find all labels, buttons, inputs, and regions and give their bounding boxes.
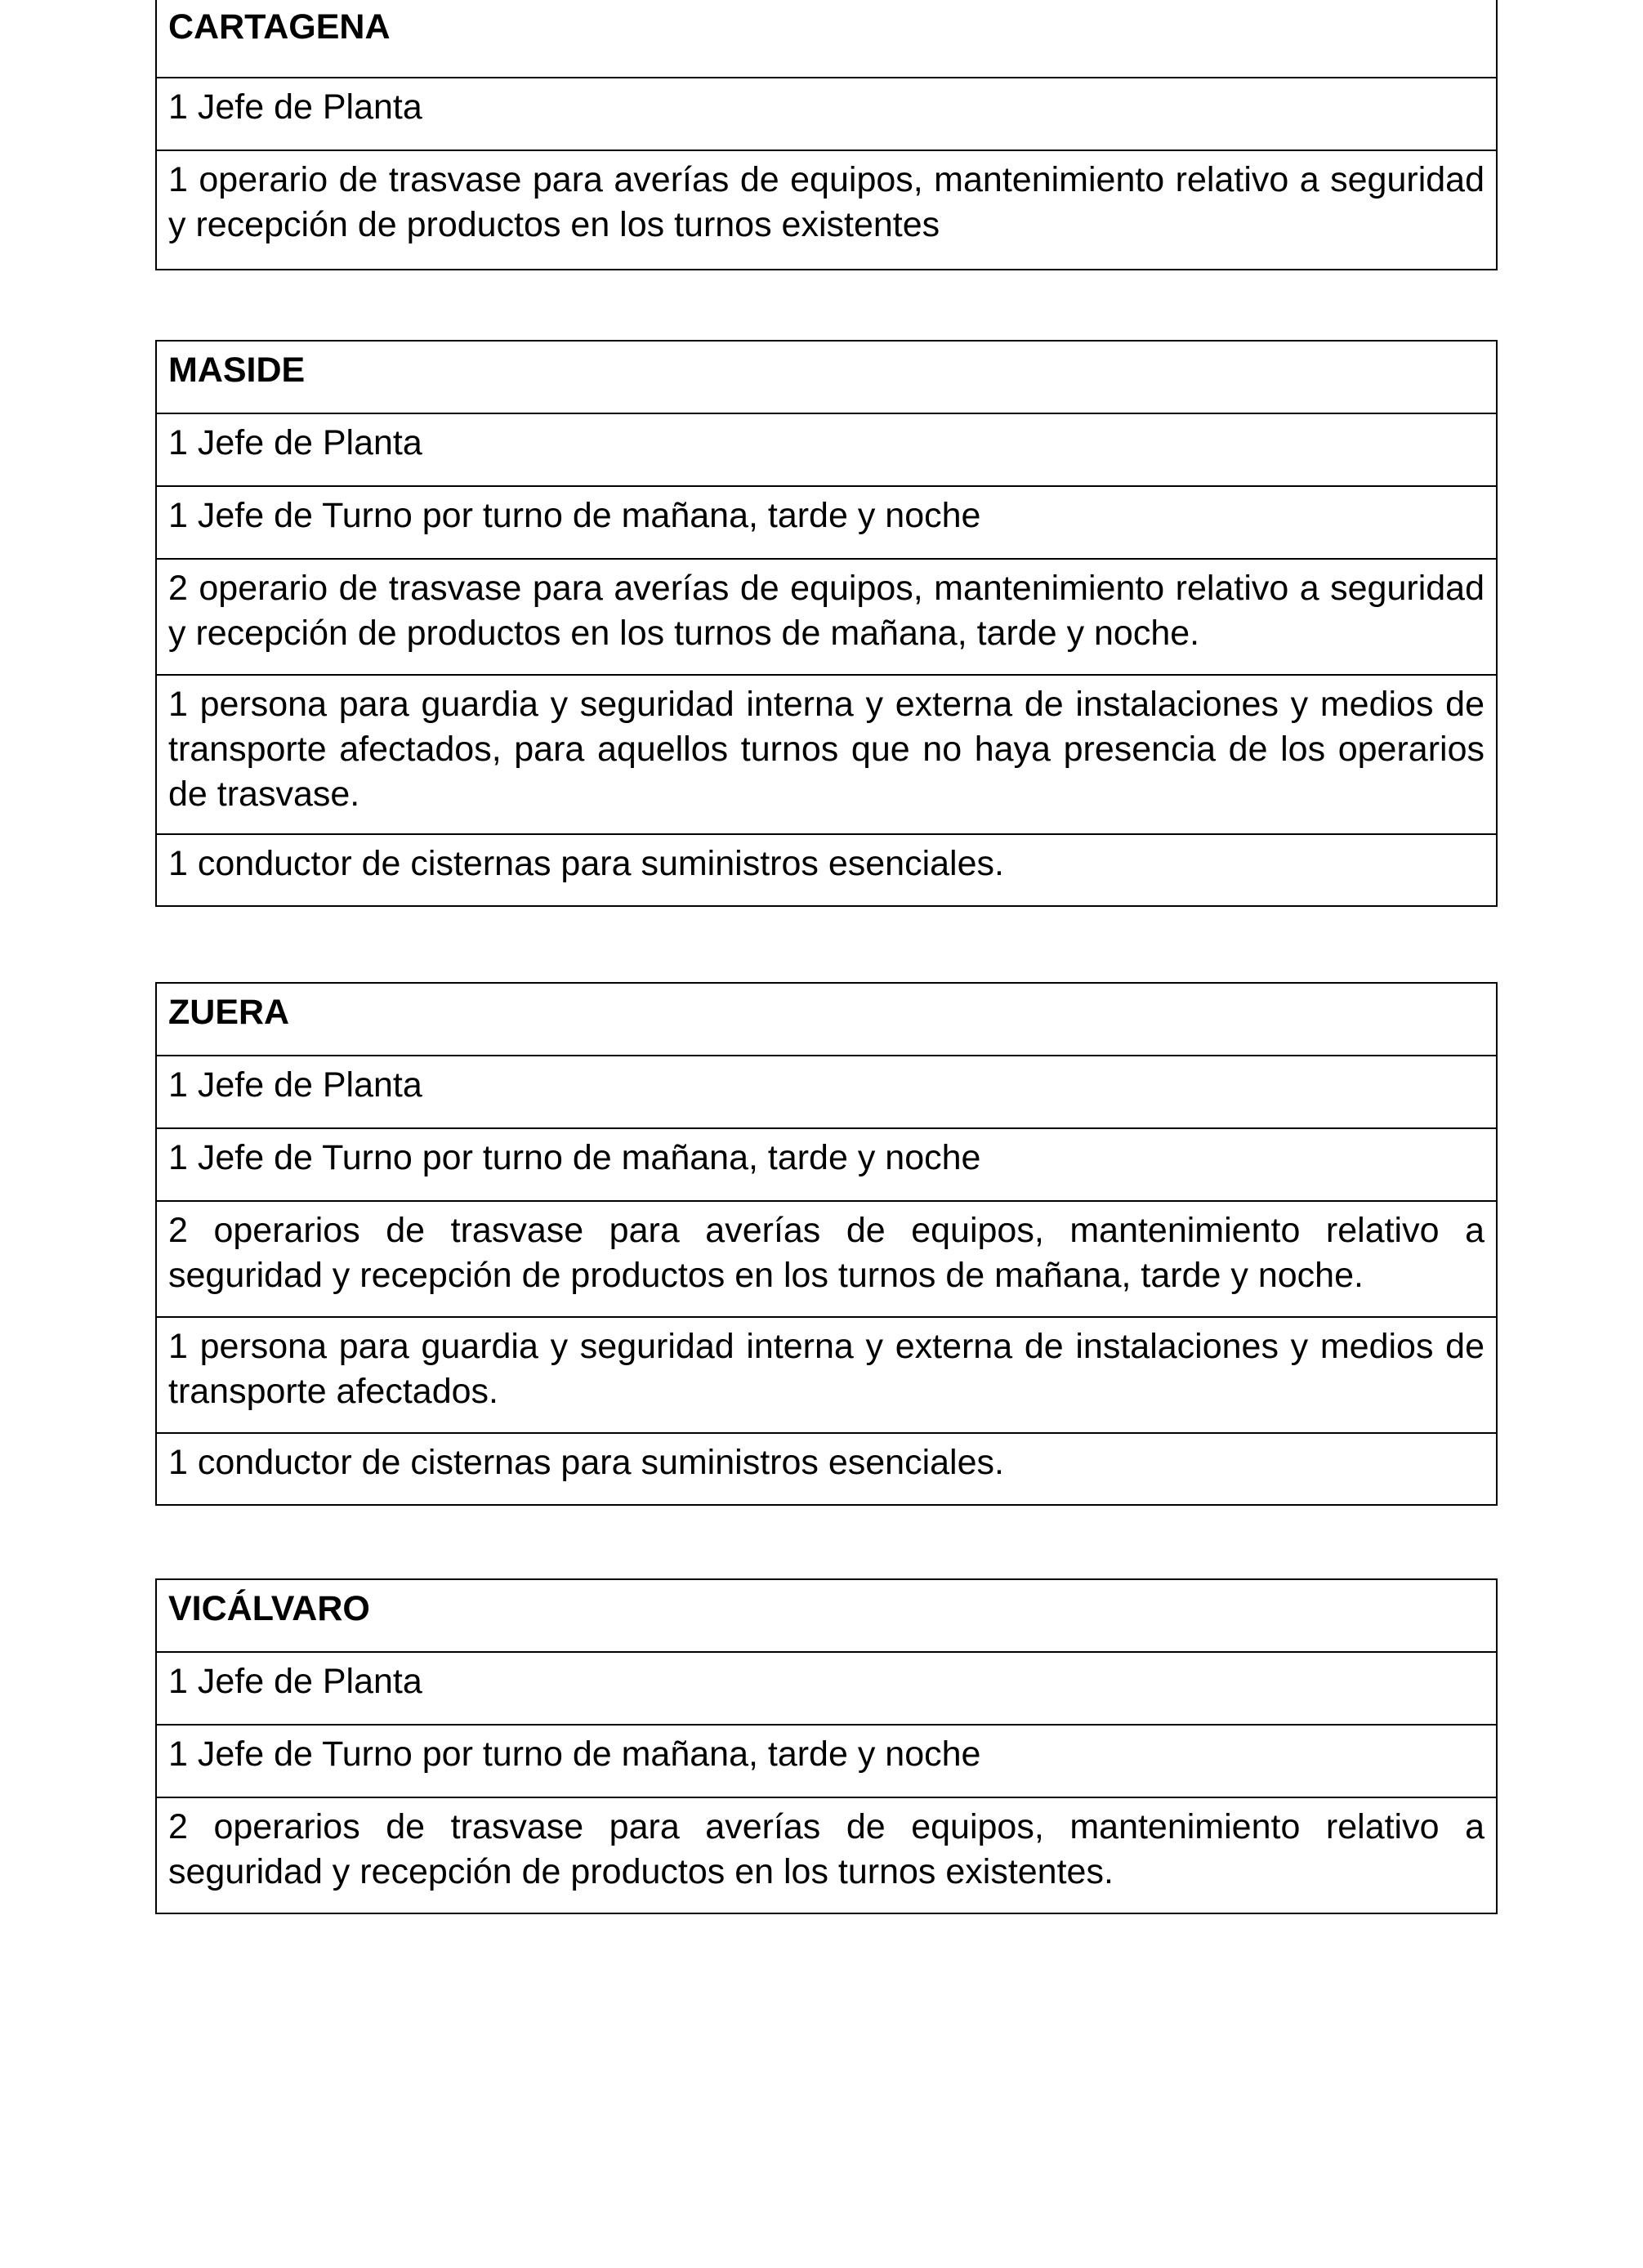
table-row: 1 Jefe de Planta — [157, 1056, 1496, 1129]
table-row: 1 Jefe de Turno por turno de mañana, tarde y noche — [157, 1726, 1496, 1798]
table-row: 1 operario de trasvase para averías de equipos, mantenimiento relativo a seguridad y recepción de productos en los turnos existentes — [168, 160, 1485, 244]
table-row: 1 Jefe de Planta — [157, 78, 1496, 151]
section-title: ZUERA — [157, 984, 1496, 1056]
table-row: 1 Jefe de Turno por turno de mañana, tarde y noche — [157, 1129, 1496, 1202]
table-row: 1 conductor de cisternas para suministros esenciales. — [168, 1443, 1004, 1482]
table-row: 1 Jefe de Planta — [157, 1653, 1496, 1726]
table-row: 1 Jefe de Turno por turno de mañana, tarde y noche — [157, 487, 1496, 560]
table-row: 2 operarios de trasvase para averías de equipos, mantenimiento relativo a seguridad y recepción de productos en los turnos de mañana, tarde y noche. — [157, 1202, 1496, 1318]
section-title: MASIDE — [157, 342, 1496, 414]
staffing-table-cartagena — [155, 0, 1498, 270]
section-title: CARTAGENA — [157, 0, 1496, 78]
staffing-table-vicalvaro — [155, 1578, 1498, 1914]
section-title: VICÁLVARO — [157, 1580, 1496, 1653]
table-row: 1 conductor de cisternas para suministros esenciales. — [168, 844, 1004, 883]
table-row: 1 persona para guardia y seguridad interna y externa de instalaciones y medios de transporte afectados. — [157, 1318, 1496, 1434]
table-row: 1 persona para guardia y seguridad interna y externa de instalaciones y medios de transporte afectados, para aquellos turnos que no haya presencia de los operarios de trasvase. — [157, 676, 1496, 835]
table-row: 2 operario de trasvase para averías de equipos, mantenimiento relativo a seguridad y recepción de productos en los turnos de mañana, tarde y noche. — [157, 560, 1496, 676]
table-row: 2 operarios de trasvase para averías de equipos, mantenimiento relativo a seguridad y recepción de productos en los turnos existentes. — [168, 1807, 1485, 1891]
staffing-table-maside — [155, 340, 1498, 907]
table-row: 1 Jefe de Planta — [157, 414, 1496, 487]
staffing-table-zuera — [155, 982, 1498, 1506]
